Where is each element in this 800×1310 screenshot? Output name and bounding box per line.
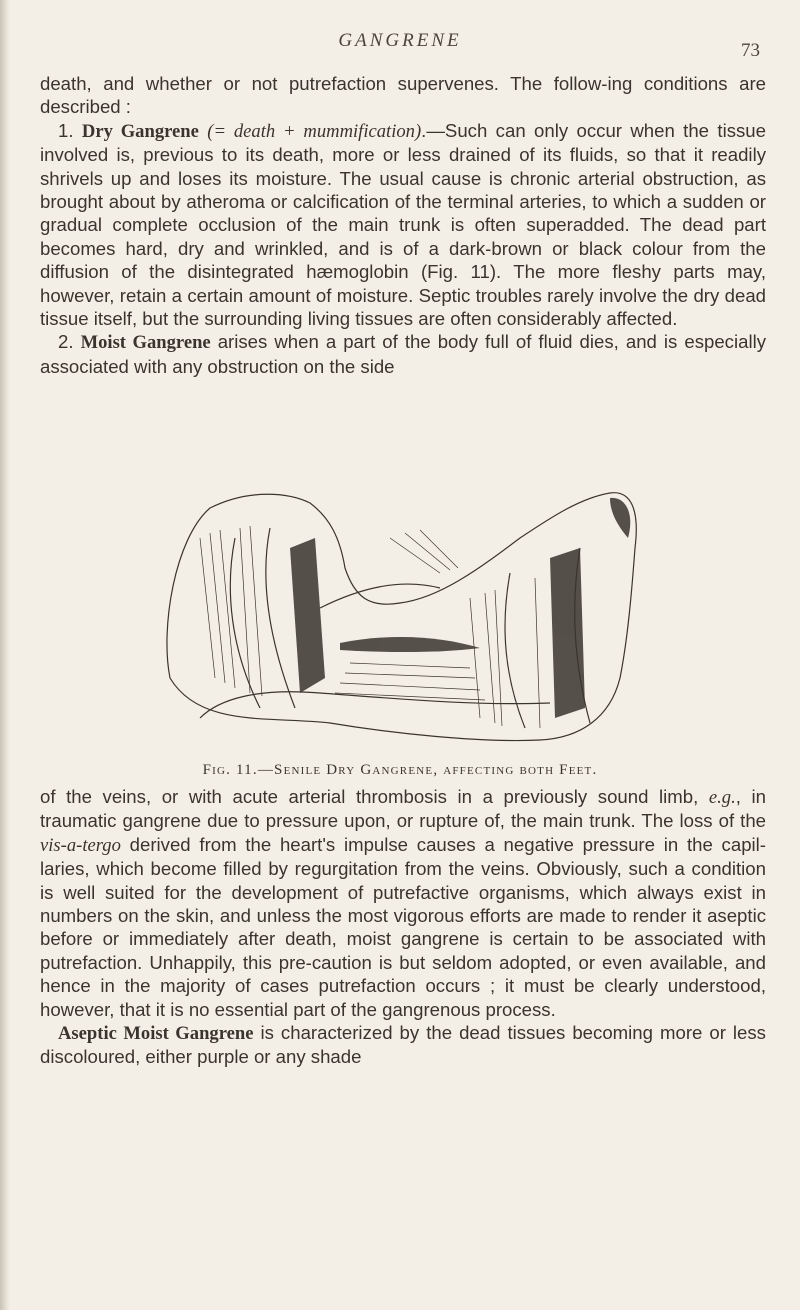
dry-gangrene-heading: Dry Gangrene	[81, 120, 199, 142]
moist-gangrene-paragraph	[40, 330, 766, 378]
top-text-block	[40, 72, 766, 378]
aseptic-moist-gangrene-text: is characterized by the dead tissues becoming more or less discoloured, either purple or any shade	[40, 1022, 766, 1068]
dry-gangrene-paragraph	[40, 119, 766, 331]
moist-gangrene-text: arises when a part of the body full of fluid dies, and is especially associated with any obstruction on the side	[40, 331, 767, 377]
figure-caption: Fig. 11.—Senile Dry Gangrene, affecting both Feet.	[202, 762, 598, 778]
intro-paragraph: death, and whether or not putrefaction supervenes. The follow-ing conditions are described :	[40, 73, 766, 118]
item-number: 2.	[58, 331, 74, 353]
vis-a-tergo-term: vis-a-tergo	[40, 834, 121, 856]
veins-text-part-3: derived from the heart's impulse causes a negative pressure in the capil-laries, which become filled by regurgitation from the veins. Obviously, such a condition is well suited for the development of putrefactive organisms, which always exist in numbers on the skin, and unless the most vigorous efforts are made to render it aseptic before or immediately after death, moist gangrene is certain to be associated with putrefaction. Unhappily, this pre-caution is but seldom adopted, or even available, and hence in the majority of cases putrefaction occurs ; it must be clearly understood, however, that it is no essential part of the gangrenous process.	[40, 833, 766, 1020]
veins-text-part-1: of the veins, or with acute arterial thrombosis in a previously sound limb,	[40, 786, 709, 807]
item-number: 1.	[58, 119, 74, 141]
dry-gangrene-formula: (= death + mummification)	[207, 120, 422, 142]
moist-gangrene-heading: Moist Gangrene	[80, 332, 211, 354]
bottom-text-block	[40, 785, 766, 1069]
veins-paragraph	[40, 785, 766, 1021]
dry-gangrene-text: .—Such can only occur when the tissue involved is, previous to its death, more or less drained of its fluids, so that it readily shrivels up and loses its moisture. The usual cause is chronic arterial obstruction, as brought about by atheroma or calcification of the terminal arteries, to which a sudden or gradual complete occlusion of the main trunk is often superadded. The dead part becomes hard, dry and wrinkled, and is of a dark-brown or black colour from the diffusion of the disintegrated hæmoglobin (Fig. 11). The more fleshy parts may, however, retain a certain amount of moisture. Septic troubles rarely involve the dry dead tissue itself, but the surrounding living tissues are often considerably affected.	[40, 119, 766, 330]
running-header: GANGRENE	[338, 30, 462, 51]
eg-abbreviation: e.g.	[708, 787, 736, 808]
page-binding-edge	[0, 0, 10, 1310]
veins-text-part-2: , in traumatic gangrene due to pressure upon, or rupture of, the main trunk. The loss of the	[40, 786, 766, 832]
gangrene-feet-illustration	[140, 478, 670, 758]
page-number: 73	[741, 40, 760, 61]
aseptic-moist-gangrene-heading: Aseptic Moist Gangrene	[58, 1023, 254, 1045]
aseptic-moist-gangrene-paragraph	[40, 1021, 766, 1069]
